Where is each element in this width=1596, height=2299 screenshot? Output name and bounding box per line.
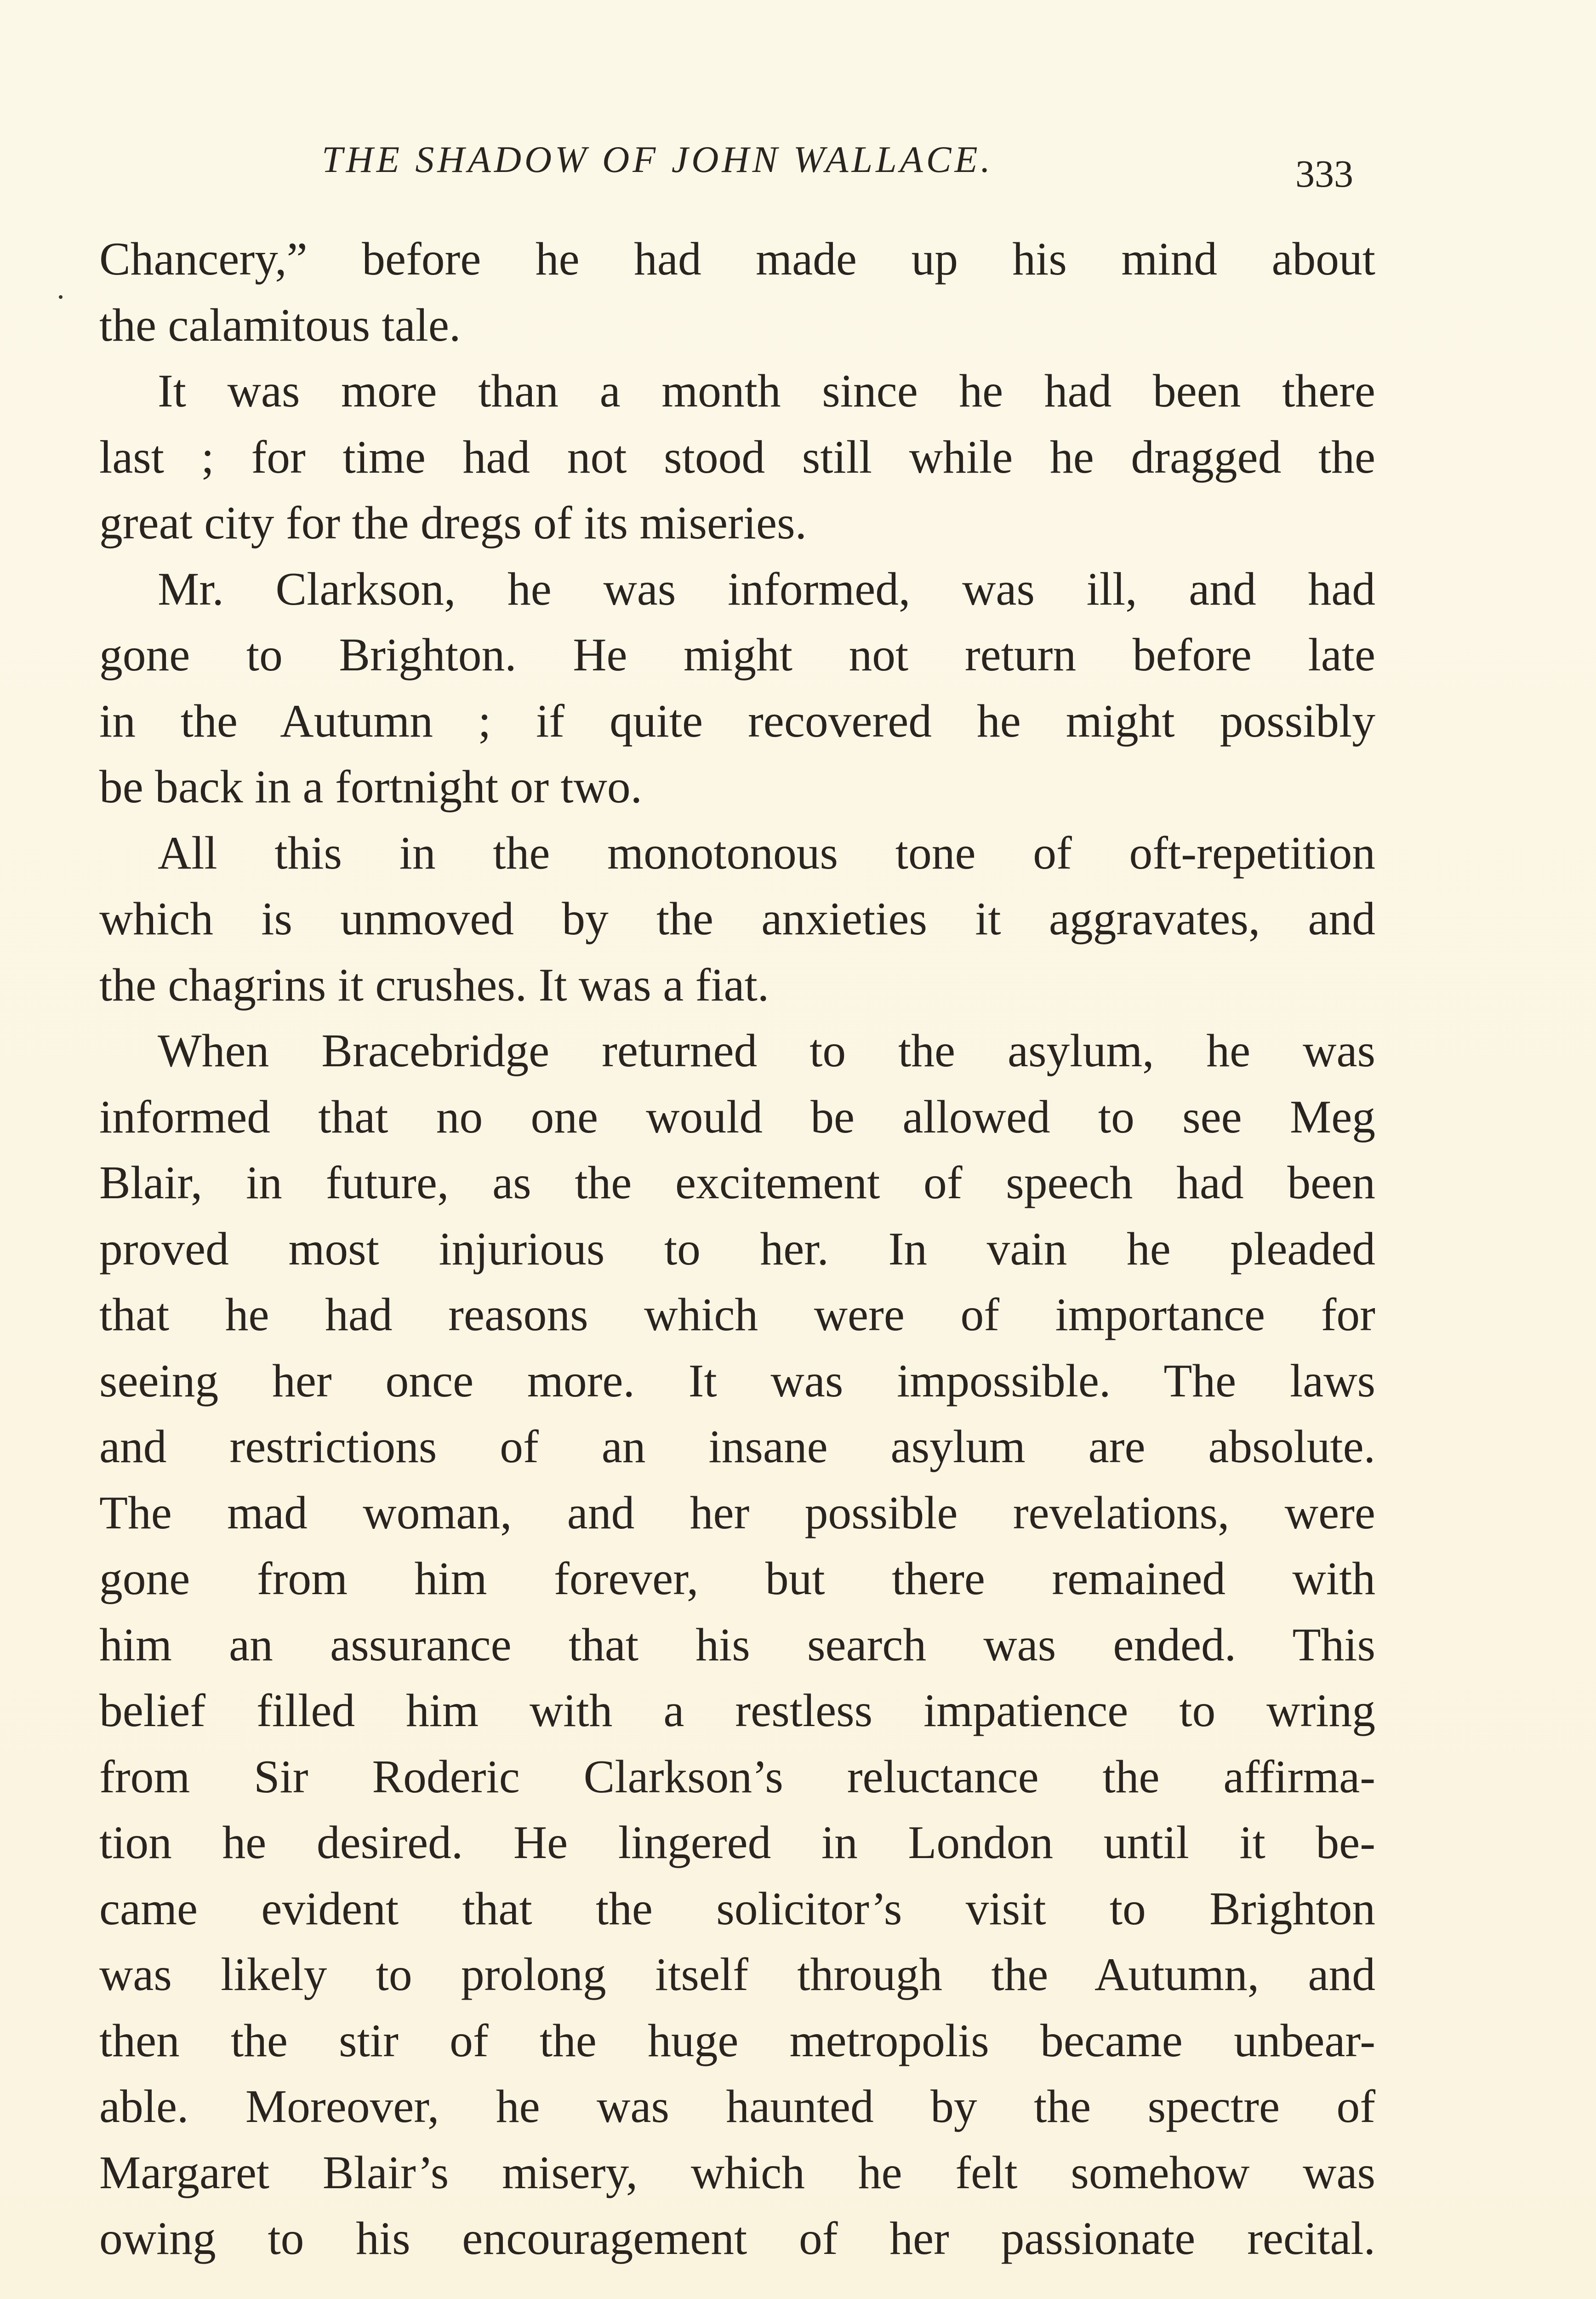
text-line: that he had reasons which were of importance for xyxy=(99,1289,1375,1340)
body-text xyxy=(99,226,1375,2272)
text-line: came evident that the solicitor’s visit to Brighton xyxy=(99,1882,1375,1934)
text-line: in the Autumn ; if quite recovered he might possibly xyxy=(99,695,1375,747)
paragraph xyxy=(99,820,1375,1018)
text-line: tion he desired. He lingered in London until it be- xyxy=(99,1817,1375,1868)
text-line: It was more than a month since he had been there xyxy=(158,365,1375,417)
paragraph xyxy=(99,1018,1375,2272)
text-line: was likely to prolong itself through the Autumn, and xyxy=(99,1949,1375,2000)
text-line: All this in the monotonous tone of oft-repetition xyxy=(158,827,1375,879)
ink-speck xyxy=(59,295,63,299)
text-line: belief filled him with a restless impatience to wring xyxy=(99,1685,1375,1736)
text-line: from Sir Roderic Clarkson’s reluctance the affirma- xyxy=(99,1750,1375,1802)
paragraph xyxy=(99,226,1375,358)
text-line: Margaret Blair’s misery, which he felt somehow was xyxy=(99,2146,1375,2198)
paragraph xyxy=(99,358,1375,556)
text-line: gone to Brighton. He might not return before late xyxy=(99,629,1375,681)
text-line: able. Moreover, he was haunted by the spectre of xyxy=(99,2081,1375,2132)
text-line: which is unmoved by the anxieties it aggravates, and xyxy=(99,893,1375,944)
text-line: the calamitous tale. xyxy=(99,299,461,351)
text-line: gone from him forever, but there remained with xyxy=(99,1553,1375,1604)
text-line: seeing her once more. It was impossible. The laws xyxy=(99,1355,1375,1407)
page-number: 333 xyxy=(1295,153,1353,195)
text-line: and restrictions of an insane asylum are absolute. xyxy=(99,1421,1375,1472)
text-line: Chancery,” before he had made up his mind about xyxy=(99,233,1375,285)
text-line: The mad woman, and her possible revelations, were xyxy=(99,1487,1375,1538)
text-line: great city for the dregs of its miseries. xyxy=(99,497,807,549)
running-head: THE SHADOW OF JOHN WALLACE. xyxy=(322,138,994,180)
text-line: informed that no one would be allowed to see Meg xyxy=(99,1091,1375,1143)
text-line: When Bracebridge returned to the asylum, he was xyxy=(158,1025,1375,1076)
text-line: Blair, in future, as the excitement of speech had been xyxy=(99,1157,1375,1208)
text-line: owing to his encouragement of her passionate recital. xyxy=(99,2213,1375,2264)
text-line: be back in a fortnight or two. xyxy=(99,761,643,812)
text-line: him an assurance that his search was ended. This xyxy=(99,1618,1375,1670)
paragraph xyxy=(99,556,1375,820)
text-line: Mr. Clarkson, he was informed, was ill, and had xyxy=(158,563,1375,615)
text-line: last ; for time had not stood still while he dragged the xyxy=(99,431,1375,483)
text-line: proved most injurious to her. In vain he pleaded xyxy=(99,1223,1375,1275)
text-line: the chagrins it crushes. It was a fiat. xyxy=(99,959,770,1011)
text-line: then the stir of the huge metropolis became unbear- xyxy=(99,2014,1375,2066)
